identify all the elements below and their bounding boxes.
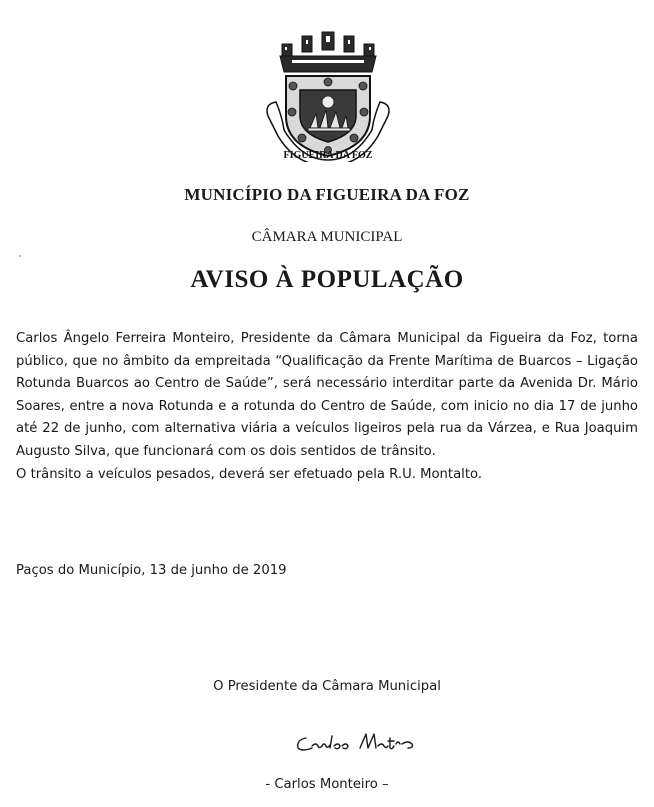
scan-artifact <box>19 255 21 257</box>
signatory-name: - Carlos Monteiro – <box>265 777 389 792</box>
place-and-date: Paços do Município, 13 de junho de 2019 <box>16 563 287 578</box>
signatory-title: O Presidente da Câmara Municipal <box>213 679 441 694</box>
council-subtitle: CÂMARA MUNICIPAL <box>251 229 403 245</box>
municipality-title: MUNICÍPIO DA FIGUEIRA DA FOZ <box>184 185 470 204</box>
handwritten-signature-icon <box>294 728 424 756</box>
crest-banner-text: FIGUEIRA DA FOZ <box>283 150 373 161</box>
notice-paragraph-2: O trânsito a veículos pesados, deverá ser efetuado pela R.U. Montalto. <box>16 466 483 482</box>
municipal-coat-of-arms-icon <box>262 20 394 162</box>
notice-title: AVISO À POPULAÇÃO <box>190 266 464 293</box>
municipal-coat-of-arms <box>262 20 394 162</box>
signature <box>294 728 424 756</box>
notice-paragraph-1: Carlos Ângelo Ferreira Monteiro, Presidente da Câmara Municipal da Figueira da Foz, torna público, que no âmbito da empreitada “Qualificação da Frente Marítima de Buarcos – Ligação Rotunda Buarcos ao Centro de Saúde”, será necessário interditar parte da Avenida Dr. Mário Soares, entre a nova Rotunda e a rotunda do Centro de Saúde, com inicio no dia 17 de junho até 22 de junho, com alternativa viária a veículos ligeiros pela rua da Várzea, e Rua Joaquim Augusto Silva, que funcionará com os dois sentidos de trânsito. <box>16 331 638 459</box>
notice-body <box>16 328 638 486</box>
